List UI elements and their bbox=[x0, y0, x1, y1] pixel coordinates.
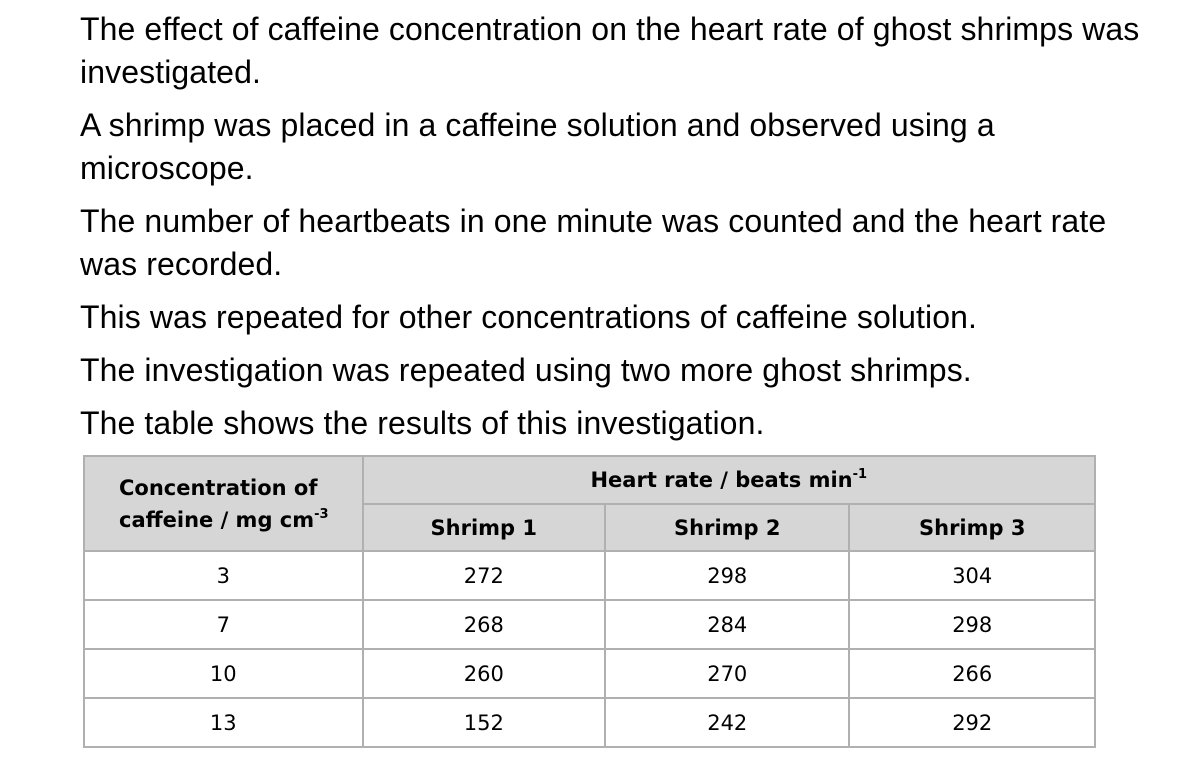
shrimp-1-cell: 260 bbox=[363, 649, 605, 698]
shrimp-2-header: Shrimp 2 bbox=[605, 504, 849, 551]
heart-rate-header bbox=[363, 456, 1095, 504]
repeat-paragraph: This was repeated for other concentrations of caffeine solution. bbox=[80, 299, 977, 335]
concentration-cell: 13 bbox=[84, 698, 363, 747]
shrimp-1-cell: 272 bbox=[363, 551, 605, 600]
shrimp-3-cell: 304 bbox=[849, 551, 1095, 600]
replicate-paragraph: The investigation was repeated using two more ghost shrimps. bbox=[80, 352, 972, 388]
concentration-unit-superscript: -3 bbox=[314, 506, 329, 522]
concentration-header-line2: caffeine / mg cm bbox=[119, 507, 315, 532]
shrimp-2-cell: 270 bbox=[605, 649, 849, 698]
heart-rate-header-label: Heart rate / beats min bbox=[590, 468, 853, 492]
table-row bbox=[84, 698, 1095, 747]
concentration-header bbox=[84, 456, 363, 551]
shrimp-3-cell: 292 bbox=[849, 698, 1095, 747]
shrimp-2-cell: 284 bbox=[605, 600, 849, 649]
concentration-cell: 7 bbox=[84, 600, 363, 649]
shrimp-2-cell: 242 bbox=[605, 698, 849, 747]
table-row bbox=[84, 551, 1095, 600]
concentration-header-line1: Concentration of bbox=[119, 475, 318, 500]
results-table bbox=[83, 455, 1096, 748]
shrimp-3-cell: 298 bbox=[849, 600, 1095, 649]
concentration-cell: 10 bbox=[84, 649, 363, 698]
heart-rate-unit-superscript: -1 bbox=[852, 467, 868, 482]
shrimp-2-cell: 298 bbox=[605, 551, 849, 600]
counting-paragraph: The number of heartbeats in one minute was counted and the heart rate was recorded. bbox=[80, 203, 1107, 282]
intro-paragraph: The effect of caffeine concentration on the heart rate of ghost shrimps was investigated. bbox=[80, 11, 1140, 90]
concentration-cell: 3 bbox=[84, 551, 363, 600]
shrimp-1-cell: 152 bbox=[363, 698, 605, 747]
method-paragraph: A shrimp was placed in a caffeine solution and observed using a microscope. bbox=[80, 107, 995, 186]
table-row bbox=[84, 649, 1095, 698]
table-intro-paragraph: The table shows the results of this investigation. bbox=[80, 405, 765, 441]
shrimp-1-header: Shrimp 1 bbox=[363, 504, 605, 551]
shrimp-1-cell: 268 bbox=[363, 600, 605, 649]
table-row bbox=[84, 600, 1095, 649]
shrimp-3-cell: 266 bbox=[849, 649, 1095, 698]
shrimp-3-header: Shrimp 3 bbox=[849, 504, 1095, 551]
question-text bbox=[80, 8, 1140, 455]
